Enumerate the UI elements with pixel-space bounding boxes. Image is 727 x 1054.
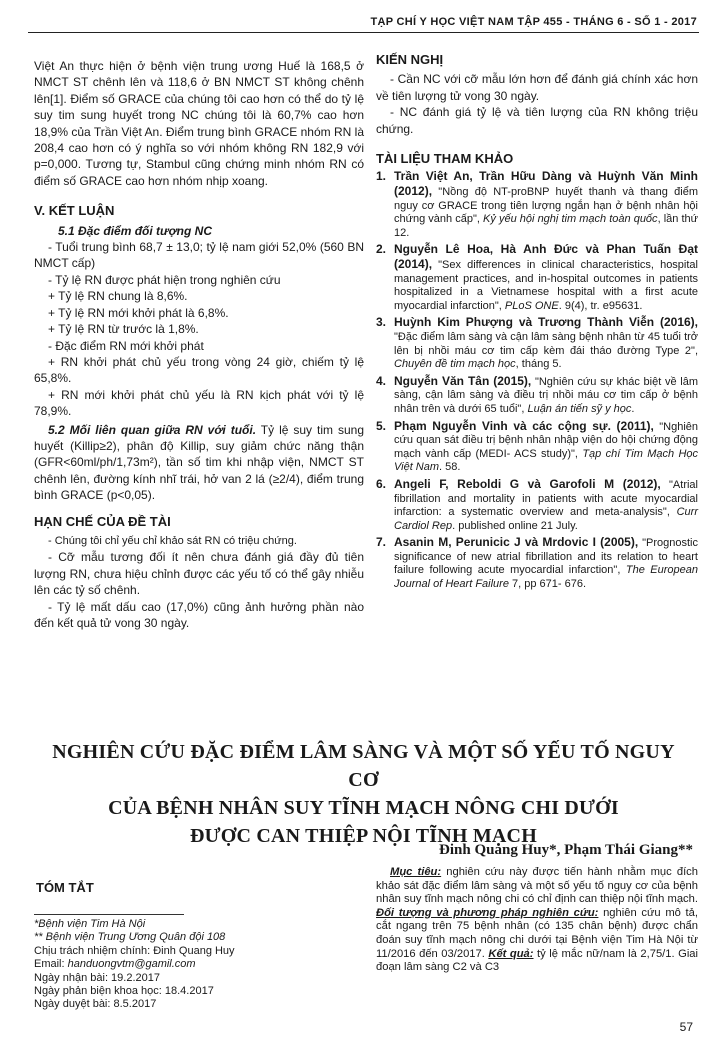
reference-body xyxy=(394,316,698,371)
article-title xyxy=(40,738,687,850)
sub1-item: + Tỷ lệ RN mới khởi phát là 6,8%. xyxy=(48,305,229,320)
journal-header: TẠP CHÍ Y HỌC VIỆT NAM TẬP 455 - THÁNG 6 - SỐ 1 - 2017 xyxy=(370,16,697,28)
reference-item xyxy=(376,316,698,371)
article-title-line: NGHIÊN CỨU ĐẶC ĐIỂM LÂM SÀNG VÀ MỘT SỐ YẾU TỐ NGUY CƠ xyxy=(52,741,675,791)
reference-tail: , lần thứ 12. xyxy=(394,213,699,239)
reference-authors: Huỳnh Kim Phượng và Trương Thành Viễn (2016), xyxy=(394,315,698,330)
reference-authors: Nguyễn Lê Hoa, Hà Anh Đức và Phan Tuấn Đạt (2014), xyxy=(394,242,698,271)
result-label: Kết quả: xyxy=(488,947,534,960)
reference-journal: The European Journal of Heart Failure xyxy=(394,564,699,591)
email-address: handuongvtm@gamil.com xyxy=(67,958,196,971)
reference-authors: Trần Việt An, Trần Hữu Dàng và Huỳnh Văn Minh (2012), xyxy=(394,169,698,199)
recommend-heading: KIẾN NGHỊ xyxy=(376,52,444,67)
reference-text: "Đặc điểm lâm sàng và cận lâm sàng bệnh nhân từ 45 tuổi trở lên bị nhồi máu cơ tim cấp kèm đái tháo đường Type 2", xyxy=(394,330,698,357)
sub1-heading: 5.1 Đặc điểm đối tượng NC xyxy=(58,223,212,238)
reference-item xyxy=(376,478,698,533)
reference-number: 2. xyxy=(376,242,387,257)
right-column xyxy=(376,52,698,592)
sub2-text: Tỷ lệ suy tim sung huyết (Killip≥2), phân độ Killip, suy giảm chức năng thận (GFR<60ml/ph/1,73m²), tần số tim khi nhập viện, NMCT ST chênh lên, đường kính nhĩ trái, hở van 2 lá (≥2/4), điểm trung bình GRACE (p<0,05). xyxy=(34,422,364,503)
reference-body xyxy=(394,478,698,533)
reference-item xyxy=(376,420,698,475)
method-text: nghiên cứu mô tả, cắt ngang trên 75 bệnh nhân (có 135 chân bệnh) được chẩn đoán suy tĩnh mạch nông chi dưới tại Bệnh viện Tim Hà Nội từ 11/2016 đến 03/2017. xyxy=(376,906,698,960)
reference-item xyxy=(376,243,698,313)
limits-item: - Tỷ lệ mất dấu cao (17,0%) cũng ảnh hưởng phần nào đến kết quả tử vong 30 ngày. xyxy=(34,599,364,630)
reference-journal: Curr Cardiol Rep xyxy=(394,506,698,532)
reference-text: "Nghiên cứu quan sát điều trị bệnh nhân nhập viện do hội chứng động mạch vành cấp (MEDI- ACS study)", xyxy=(394,420,698,460)
conclusion-heading: V. KẾT LUẬN xyxy=(34,203,115,219)
reference-item xyxy=(376,170,698,240)
sub2-paragraph xyxy=(34,422,364,504)
recommend-item: - NC đánh giá tỷ lệ và tiên lượng của RN không triệu chứng. xyxy=(376,105,698,136)
result-text: tỷ lệ mắc nữ/nam là 2,75/1. Giai đoạn lâm sàng C2 và C3 xyxy=(376,947,699,974)
reference-body xyxy=(394,375,698,417)
limits-item: - Cỡ mẫu tương đối ít nên chưa đánh giá đầy đủ tiên lượng RN, chưa hiệu chỉnh được các yếu tố có thể gây nhiễu lên các tỷ số chênh. xyxy=(34,550,364,598)
objective-text: nghiên cứu này được tiến hành nhằm mục đích khảo sát đặc điểm lâm sàng và một số yếu tố nguy cơ của bệnh nhân suy tĩnh mạch nông chi có chỉ định can thiệp nội tĩnh mạch. xyxy=(376,866,698,906)
reference-body xyxy=(394,170,698,240)
reference-item xyxy=(376,536,698,591)
reviewed-date: Ngày phản biện khoa học: 18.4.2017 xyxy=(34,985,214,998)
article-title-line: CỦA BỆNH NHÂN SUY TĨNH MẠCH NÔNG CHI DƯỚI xyxy=(108,797,619,819)
recommend-item: - Cần NC với cỡ mẫu lớn hơn để đánh giá chính xác hơn về tiên lượng tử vong 30 ngày. xyxy=(376,72,698,103)
left-column xyxy=(34,58,364,631)
abstract-paragraph xyxy=(376,866,698,975)
reference-item xyxy=(376,375,698,417)
article-title-line: ĐƯỢC CAN THIỆP NỘI TĨNH MẠCH xyxy=(190,825,537,847)
reference-tail: . 9(4), tr. e95631. xyxy=(558,299,643,312)
reference-tail: . xyxy=(631,402,635,415)
reference-tail: 7, pp 671- 676. xyxy=(508,578,587,591)
reference-text: "Sex differences in clinical characteristics, hospital management practices, and in-hospital outcomes in patients hospitalized in a Vietnamese hospital with a first acute myocardial infarction", xyxy=(394,259,698,312)
reference-number: 5. xyxy=(376,418,387,433)
sub2-heading: 5.2 Mối liên quan giữa RN với tuổi. xyxy=(48,422,257,437)
sub1-item: - Tỷ lệ RN được phát hiện trong nghiên cứu xyxy=(48,272,281,287)
reference-number: 3. xyxy=(376,315,387,330)
footnote-rule xyxy=(34,914,184,915)
reference-journal: PLoS ONE xyxy=(504,299,559,312)
objective-label: Mục tiêu: xyxy=(390,866,442,878)
reference-text: "Nồng độ NT-proBNP huyết thanh và thang điểm nguy cơ GRACE trong tiên lượng ngắn hạn ở bệnh nhân hội chứng vành cấp", xyxy=(394,186,698,226)
reference-journal: Luận án tiến sỹ y học xyxy=(527,402,632,415)
reference-authors: Nguyễn Văn Tân (2015), xyxy=(394,373,532,388)
reference-authors: Phạm Nguyễn Vinh và các cộng sự. (2011), xyxy=(394,418,654,433)
reference-text: "Atrial fibrillation and mortality in patients with acute myocardial infarction: a systematic overview and meta-analysis", xyxy=(394,478,698,519)
accepted-date: Ngày duyệt bài: 8.5.2017 xyxy=(34,998,157,1011)
method-label: Đối tượng và phương pháp nghiên cứu: xyxy=(376,906,599,919)
reference-body xyxy=(394,420,698,475)
email-line xyxy=(34,958,334,971)
references-heading: TÀI LIỆU THAM KHẢO xyxy=(376,151,514,167)
sub1-item: - Tuổi trung bình 68,7 ± 13,0; tỷ lệ nam giới 52,0% (560 BN NMCT cấp) xyxy=(34,240,364,271)
header-rule xyxy=(28,32,699,33)
affiliation-1: *Bệnh viện Tim Hà Nội xyxy=(34,918,146,930)
abstract-heading: TÓM TẮT xyxy=(36,880,94,895)
reference-journal: Kỷ yếu hội nghị tim mạch toàn quốc xyxy=(483,213,658,226)
intro-paragraph: Việt An thực hiện ở bệnh viện trung ương Huế là 168,5 ở NMCT ST chênh lên và 118,6 ở BN NMCT ST không chênh lên[1]. Điểm số GRACE của chúng tôi cao hơn có thể do tỷ lệ suy tim sung huyết trong NC chúng tôi là 60,7% cao hơn 18,9% của Trần Việt An. Điểm trung bình GRACE nhóm RN là 208,4 cao hơn có ý nghĩa so với nhóm không RN 182,9 với p=0,000. Tương tự, Stambul cũng chứng minh nhóm RN có điểm số GRACE cao hơn nhóm nhịp xoang. xyxy=(34,59,364,188)
page-number: 57 xyxy=(679,1020,693,1034)
abstract-text xyxy=(376,866,698,975)
reference-number: 4. xyxy=(376,373,387,388)
email-label: Email: xyxy=(34,958,68,971)
reference-number: 6. xyxy=(376,476,387,491)
affiliation-2: ** Bệnh viện Trung Ương Quân đội 108 xyxy=(34,931,226,944)
reference-number: 7. xyxy=(376,535,387,550)
limits-item: - Chúng tôi chỉ yếu chỉ khảo sát RN có triệu chứng. xyxy=(48,534,297,547)
reference-body xyxy=(394,536,698,591)
sub1-item: + Tỷ lệ RN chung là 8,6%. xyxy=(48,289,188,304)
reference-journal: Tạp chí Tim Mạch Học Việt Nam xyxy=(394,447,699,474)
limits-heading: HẠN CHẾ CỦA ĐỀ TÀI xyxy=(34,513,171,529)
responsible-author: Chịu trách nhiệm chính: Đinh Quang Huy xyxy=(34,944,235,957)
footnotes xyxy=(34,918,334,1012)
reference-authors: Asanin M, Perunicic J và Mrdovic I (2005), xyxy=(394,535,639,550)
sub1-item: + RN mới khởi phát chủ yếu là RN kịch phát với tỷ lệ 78,9%. xyxy=(34,387,364,419)
reference-number: 1. xyxy=(376,169,387,184)
sub1-item: + RN khởi phát chủ yếu trong vòng 24 giờ, chiếm tỷ lệ 65,8%. xyxy=(34,354,364,386)
reference-tail: , tháng 5. xyxy=(515,358,562,371)
reference-text: "Prognostic significance of new atrial fibrillation and its relation to heart failure following acute myocardial infarction", xyxy=(394,537,698,577)
sub1-item: - Đặc điểm RN mới khởi phát xyxy=(48,338,204,353)
reference-text: "Nghiên cứu sự khác biệt về lâm sàng, cận lâm sàng và điều trị nhồi máu cơ tim cấp ở bệnh nhân trên và dưới 65 tuổi", xyxy=(394,375,698,415)
sub1-item: + Tỷ lệ RN từ trước là 1,8%. xyxy=(48,322,199,337)
received-date: Ngày nhận bài: 19.2.2017 xyxy=(34,971,160,984)
reference-authors: Angeli F, Reboldi G và Garofoli M (2012), xyxy=(394,476,661,491)
reference-tail: . 58. xyxy=(439,461,461,474)
reference-tail: . published online 21 July. xyxy=(452,519,578,532)
article-authors: Đinh Quang Huy*, Phạm Thái Giang** xyxy=(439,842,693,858)
reference-journal: Chuyên đề tim mạch học xyxy=(394,358,516,371)
reference-body xyxy=(394,243,698,313)
